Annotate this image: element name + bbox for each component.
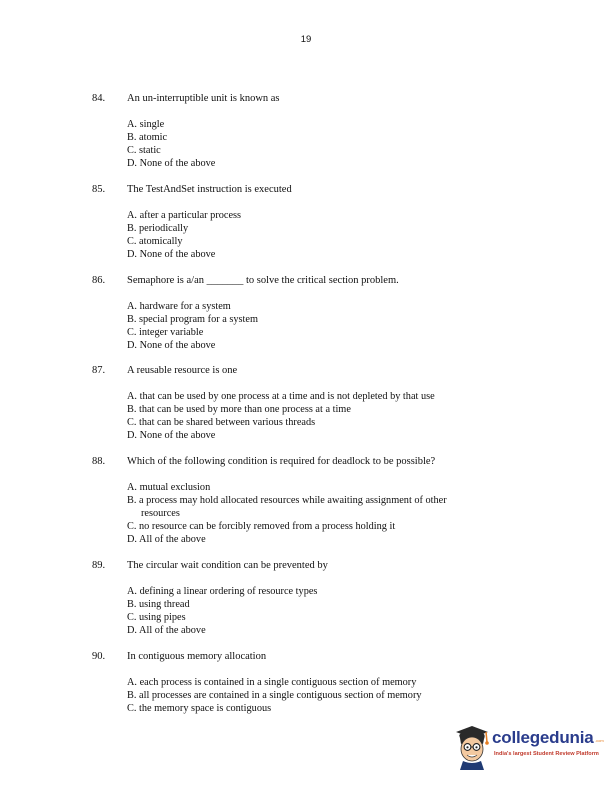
option: A. that can be used by one process at a time and is not depleted by that use xyxy=(127,391,435,402)
question-number: 87. xyxy=(92,365,106,376)
option-list xyxy=(127,585,497,637)
option: A. single xyxy=(127,119,165,130)
option: B. a process may hold allocated resources while awaiting assignment of other xyxy=(127,495,447,506)
option-list xyxy=(127,676,497,715)
option: C. that can be shared between various threads xyxy=(127,417,316,428)
question-number: 85. xyxy=(92,184,106,195)
option: B. atomic xyxy=(127,132,168,143)
question-number: 89. xyxy=(92,560,106,571)
question-text: The TestAndSet instruction is executed xyxy=(127,184,292,195)
option: B. special program for a system xyxy=(127,314,258,325)
option-list xyxy=(127,209,497,261)
option-list xyxy=(127,481,497,546)
brand-tagline: India's largest Student Review Platform xyxy=(494,751,599,757)
option: C. the memory space is contiguous xyxy=(127,703,272,714)
brand-domain: .com xyxy=(595,738,604,743)
page-number: 19 xyxy=(300,34,312,45)
question-text: In contiguous memory allocation xyxy=(127,651,267,662)
option: D. All of the above xyxy=(127,625,206,636)
option: D. None of the above xyxy=(127,430,216,441)
question-text: Which of the following condition is required for deadlock to be possible? xyxy=(127,456,436,467)
brand-name: collegedunia xyxy=(492,728,594,747)
question-number: 84. xyxy=(92,93,106,104)
option-list xyxy=(127,118,497,170)
option: B. that can be used by more than one process at a time xyxy=(127,404,351,415)
option-list xyxy=(127,390,497,442)
option-list xyxy=(127,300,497,352)
option: C. using pipes xyxy=(127,612,186,623)
option: D. None of the above xyxy=(127,249,216,260)
question-text: The circular wait condition can be prevented by xyxy=(127,560,328,571)
option: D. None of the above xyxy=(127,158,216,169)
question-text: A reusable resource is one xyxy=(127,365,238,376)
mascot-graduate-icon xyxy=(452,724,490,770)
option: B. all processes are contained in a single contiguous section of memory xyxy=(127,690,422,701)
option: C. no resource can be forcibly removed from a process holding it xyxy=(127,521,396,532)
option: A. defining a linear ordering of resource types xyxy=(127,586,318,597)
option-continuation: resources xyxy=(141,508,180,519)
option: D. All of the above xyxy=(127,534,206,545)
option: B. periodically xyxy=(127,223,189,234)
option: C. integer variable xyxy=(127,327,204,338)
option: C. static xyxy=(127,145,161,156)
question-text: Semaphore is a/an _______ to solve the critical section problem. xyxy=(127,275,399,286)
question-text: An un-interruptible unit is known as xyxy=(127,93,280,104)
question-number: 90. xyxy=(92,651,106,662)
option: A. after a particular process xyxy=(127,210,242,221)
option: A. hardware for a system xyxy=(127,301,231,312)
option: D. None of the above xyxy=(127,340,216,351)
option: C. atomically xyxy=(127,236,183,247)
question-number: 86. xyxy=(92,275,106,286)
option: A. each process is contained in a single contiguous section of memory xyxy=(127,677,417,688)
collegedunia-logo xyxy=(452,724,602,774)
question-number: 88. xyxy=(92,456,106,467)
option: A. mutual exclusion xyxy=(127,482,211,493)
option: B. using thread xyxy=(127,599,190,610)
